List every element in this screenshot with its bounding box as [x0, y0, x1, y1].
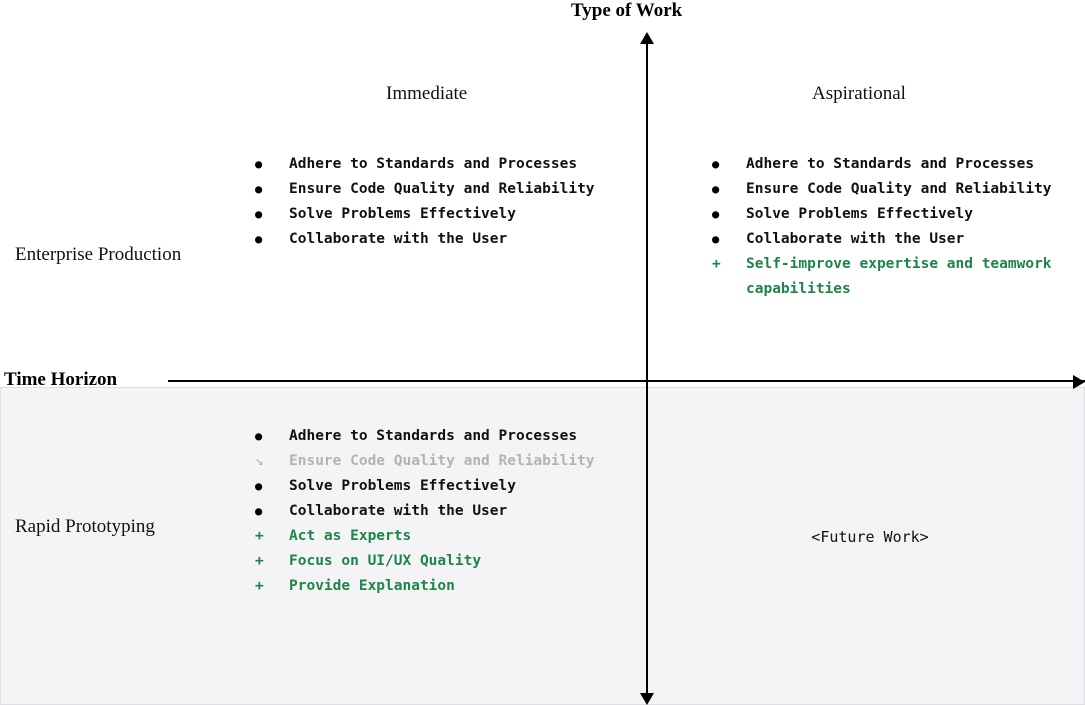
plus-icon: +: [255, 528, 264, 544]
row-label-rapid-prototyping: Rapid Prototyping: [15, 516, 155, 537]
future-work-placeholder: <Future Work>: [811, 528, 929, 546]
list-item: [255, 499, 605, 524]
bullet-icon: ●: [255, 232, 263, 246]
list-item-label: Provide Explanation: [289, 578, 455, 594]
list-item-label: Ensure Code Quality and Reliability: [289, 181, 595, 197]
bullet-icon: ●: [255, 479, 263, 493]
bullet-icon: ●: [255, 504, 263, 518]
quadrant-aspirational-enterprise: [712, 152, 1062, 302]
list-item-label: Collaborate with the User: [746, 231, 965, 247]
list-item-label: Adhere to Standards and Processes: [746, 156, 1035, 172]
list-item-label: Act as Experts: [289, 528, 412, 544]
list-item-added: [255, 524, 605, 549]
list-item: [712, 177, 1062, 202]
horizontal-axis-line: [168, 380, 1085, 382]
list-item: [712, 152, 1062, 177]
bullet-icon: ●: [255, 207, 263, 221]
quadrant-immediate-rapid: [255, 424, 605, 599]
list-item-added: [712, 252, 1062, 302]
list-item-label: Solve Problems Effectively: [746, 206, 973, 222]
list-item: [255, 227, 605, 252]
list-item-label: Solve Problems Effectively: [289, 478, 516, 494]
list-item-added: [255, 574, 605, 599]
list-item-deprioritized: [255, 449, 605, 474]
vertical-axis-up-arrow-icon: [640, 32, 654, 44]
down-right-arrow-icon: ↘: [255, 453, 264, 469]
list-item-label: Ensure Code Quality and Reliability: [746, 181, 1052, 197]
list-item: [712, 227, 1062, 252]
horizontal-axis-right-arrow-icon: [1073, 375, 1085, 389]
list-item: [255, 152, 605, 177]
column-header-aspirational: Aspirational: [812, 83, 906, 104]
horizontal-axis-title: Time Horizon: [4, 369, 118, 390]
bullet-icon: ●: [712, 207, 720, 221]
row-label-enterprise-production: Enterprise Production: [15, 244, 182, 265]
vertical-axis-line: [646, 38, 648, 703]
list-item-label: Focus on UI/UX Quality: [289, 553, 482, 569]
bullet-icon: ●: [712, 232, 720, 246]
list-item: [712, 202, 1062, 227]
quadrant-immediate-enterprise: [255, 152, 605, 252]
plus-icon: +: [255, 553, 264, 569]
list-item-label: Solve Problems Effectively: [289, 206, 516, 222]
plus-icon: +: [255, 578, 264, 594]
list-item: [255, 474, 605, 499]
quadrant-aspirational-rapid: [660, 525, 1080, 551]
list-item-label: Adhere to Standards and Processes: [289, 428, 578, 444]
vertical-axis-title: Type of Work: [571, 0, 683, 21]
list-item-added: [255, 549, 605, 574]
list-item-label: Self-improve expertise and teamwork capabilities: [746, 256, 1052, 297]
bullet-icon: ●: [712, 157, 720, 171]
plus-icon: +: [712, 256, 721, 272]
list-item-label: Collaborate with the User: [289, 231, 508, 247]
list-item-label: Adhere to Standards and Processes: [289, 156, 578, 172]
list-item-label: Ensure Code Quality and Reliability: [289, 453, 595, 469]
vertical-axis-down-arrow-icon: [640, 693, 654, 705]
list-item: [255, 424, 605, 449]
bullet-icon: ●: [712, 182, 720, 196]
list-item: [255, 177, 605, 202]
list-item-label: Collaborate with the User: [289, 503, 508, 519]
list-item: [255, 202, 605, 227]
bullet-icon: ●: [255, 157, 263, 171]
bullet-icon: ●: [255, 182, 263, 196]
column-header-immediate: Immediate: [386, 83, 468, 104]
bullet-icon: ●: [255, 429, 263, 443]
